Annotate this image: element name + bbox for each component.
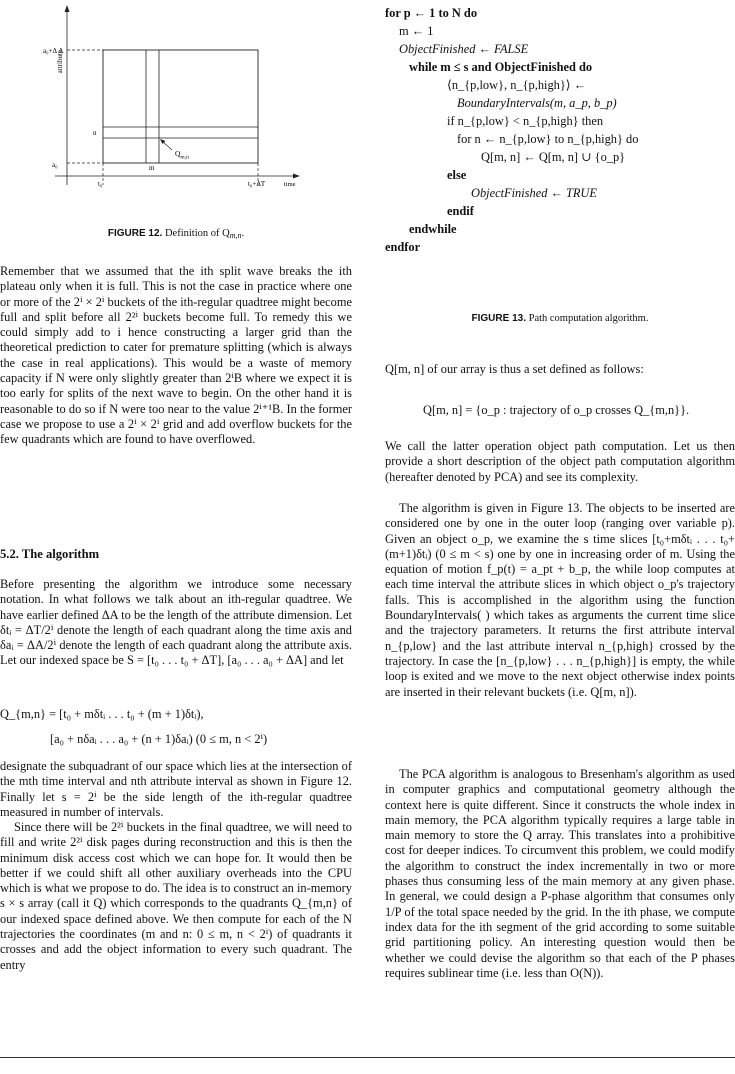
algo-line-1: for p ← 1 to N do [385,6,478,20]
algo-line-11: ObjectFinished ← TRUE [471,186,597,200]
algo-line-5: ⟨n_{p,low}, n_{p,high}⟩ ← [447,78,587,92]
algo-line-9: Q[m, n] ← Q[m, n] ∪ {o_p} [481,150,626,164]
footer-rule [0,1057,735,1058]
label-axis-time: time [284,181,296,188]
label-qmn: $Q_{m,n}$ [175,149,189,161]
label-n: n [93,129,97,137]
right-paragraph-2: We call the latter operation object path computation. Let us then provide a short description of the object path computation algorithm (hereafter denoted by PCA) and see its complexity. [385,439,735,484]
equation-qmn-line1: Q_{m,n} = [t₀ + mδtᵢ . . . t₀ + (m + 1)δtᵢ), [0,707,204,721]
algo-line-6: BoundaryIntervals(m, a_p, b_p) [457,96,617,110]
algo-line-12: endif [447,204,474,218]
figure-12-diagram [40,0,310,200]
right-paragraph-1: Q[m, n] of our array is thus a set defined as follows: [385,362,644,376]
algo-line-2: m ← 1 [399,24,434,38]
axis-label-attribute: attribute [56,50,64,74]
right-paragraph-3: The algorithm is given in Figure 13. The objects to be inserted are considered one by one in the outer loop (ranging over variable p). Given an object o_p, we examine the s time slices [t₀+mδtᵢ . . . t₀+(m+1)δtᵢ) (0 ≤ m < s) one by one in increasing order of m. Using the equation of motion f_p(t) = a_pt + b_p, the while loop computes at each time interval the attribute slices in which object o_p's trajectory falls. This is accomplished in the algorithm using the function BoundaryIntervals( ) which takes as arguments the current time slice and the trajectory parameters. It returns the first attribute interval n_{p,low} and the last attribute interval n_{p,high} crossed by the trajectory. In case the [n_{p,low} . . . n_{p,high}] is empty, the while loop is exited and we move to the next object otherwise index points are inserted in their relevant buckets (i.e. Q[m, n]). [385,501,735,699]
label-a0-plus-delta-a: a₀+Δ A [43,47,64,55]
right-paragraph-4: The PCA algorithm is analogous to Bresenham's algorithm as used in computer graphics and computational geometry although the context here is quite different. Since it constructs the whole index in main memory, the PCA algorithm typically requires a large table in main memory to store the Q array. This translates into a prohibitive cost for deeper indices. To circumvent this problem, we could modify the algorithm to construct the index incrementally in two or more phases thus consuming less of the main memory at any given phase. In general, we could design a P-phase algorithm that consumes only 1/P of the total space needed by the grid. In the ith phase, we compute index data for the ith segment of the grid according to some suitable grid partitioning policy. An interesting question would then be whether we could devise the algorithm so that each of the P phases requires sublinear time (i.e. less than O(N)). [385,767,735,980]
algorithm-block [385,4,735,256]
algo-line-7: if n_{p,low} < n_{p,high} then [447,114,604,128]
label-m: m [149,164,155,172]
equation-qmn-set: Q[m, n] = {o_p : trajectory of o_p crosses Q_{m,n}}. [423,403,690,417]
algo-line-3: ObjectFinished ← FALSE [399,42,529,56]
algo-line-4: while m ≤ s and ObjectFinished do [409,60,593,74]
left-paragraph-3: designate the subquadrant of our space which lies at the intersection of the mth time interval and nth attribute interval as shown in Figure 12. Finally let s = 2ⁱ be the side length of the ith-regular quadtree measured in number of intervals. [0,759,352,819]
equation-qmn-line2: [a₀ + nδaᵢ . . . a₀ + (n + 1)δaᵢ) (0 ≤ m, n < 2ⁱ) [50,732,268,746]
left-paragraph-2: Before presenting the algorithm we introduce some necessary notation. In what follows we talk about an ith-regular quadtree. We have earlier defined ΔA to be the length of the attribute dimension. Let δtᵢ = ΔT/2ⁱ denote the length of each quadrant along the time axis and δaᵢ = ΔA/2ⁱ denote the length of each quadrant along the attribute axis. Let our indexed space be S = [t₀ . . . t₀ + ΔT], [a₀ . . . a₀ + ΔA] and let [0,577,352,668]
figure-12-caption: FIGURE 12. Definition of Qm,n. [107,228,245,240]
label-t0: t₀ [98,180,103,188]
algo-line-10: else [447,168,467,182]
algo-line-14: endfor [385,240,421,254]
figure-13-caption: FIGURE 13. Path computation algorithm. [471,313,649,324]
left-paragraph-1: Remember that we assumed that the ith split wave breaks the ith plateau only when it is full. This is not the case in practice where one or more of the 2ⁱ × 2ⁱ buckets of the ith-regular quadtree might become full and split before all 2²ⁱ buckets become full. To remedy this we could simply add to i hence constructing a larger grid than the theoretical prediction to cater for premature splitting (which is always the case in real applications). This would be a waste of memory capacity if N were only slightly greater than 2ⁱB where we expect it is too early for splits of the next wave to begin. On the other hand it is reasonable to do so if N were too near to the value 2ⁱ⁺¹B. In the former case we propose to use a 2ⁱ × 2ⁱ grid and add overflow buckets for the few quadrants which are found to have overflowed. [0,264,352,447]
algo-line-8: for n ← n_{p,low} to n_{p,high} do [457,132,639,146]
section-heading: 5.2. The algorithm [0,547,100,561]
algo-line-13: endwhile [409,222,457,236]
label-a0: a₀ [52,161,58,169]
label-t0-plus-delta-t: t₀+ΔT [248,180,266,188]
left-paragraph-4: Since there will be 2²ⁱ buckets in the final quadtree, we will need to fill and write 2²ⁱ disk pages during reconstruction and this is then the minimum disk access cost which we can hope for. It would then be better if we could shift all other auxiliary overheads into the CPU which is what we propose to do. The idea is to construct an in-memory s × s array (call it Q) which corresponds to the quadrants Q_{m,n} of our indexed space defined above. We then compute for each of the N trajectories the coordinates (m and n: 0 ≤ m, n < 2ⁱ) of quadrants it crosses and add the object information to every such quadrant. The entry [0,820,352,972]
